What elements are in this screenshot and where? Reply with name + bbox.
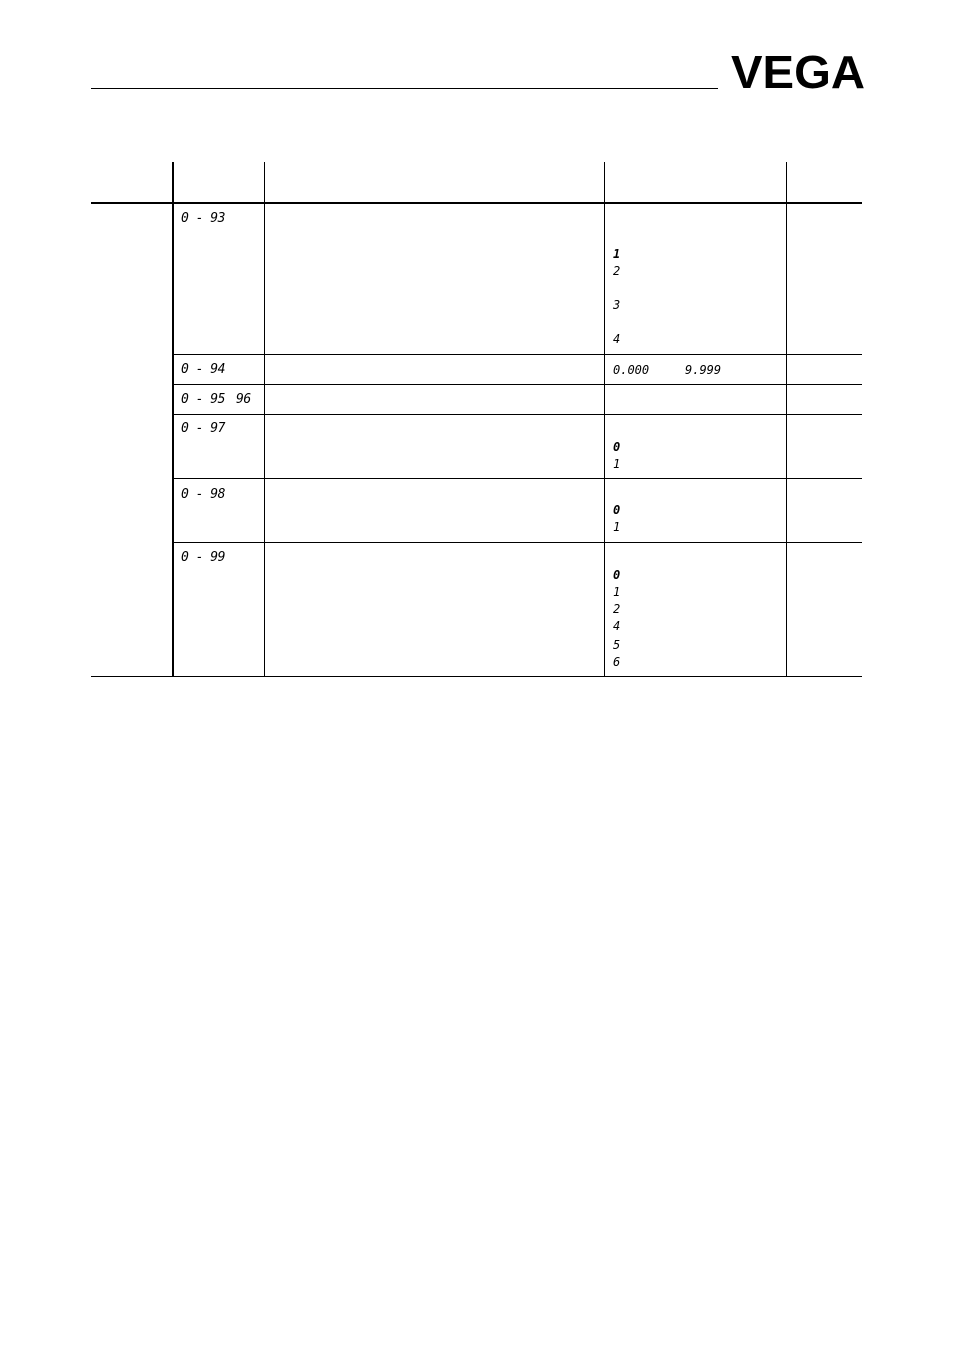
- table-row-rule: [172, 414, 862, 415]
- option-value: 2: [613, 602, 621, 616]
- parameter-code: 0 - 98: [181, 487, 225, 502]
- parameter-code: 0 - 97: [181, 421, 225, 436]
- vega-logo: [731, 52, 867, 92]
- parameter-code: 0 - 95: [181, 392, 225, 407]
- option-value: 3: [613, 298, 621, 312]
- table-col-rule: [604, 162, 605, 677]
- parameter-code: 0 - 94: [181, 362, 225, 377]
- option-value: 2: [613, 264, 621, 278]
- range-max: 9.999: [685, 363, 722, 377]
- option-value: 4: [613, 332, 621, 346]
- option-value: 1: [613, 520, 621, 534]
- option-value-default: 1: [613, 247, 621, 261]
- table-bottom-rule: [91, 676, 862, 677]
- svg-text:VEGA: VEGA: [731, 52, 865, 92]
- table-header-rule: [91, 202, 862, 204]
- option-value: 4: [613, 619, 621, 633]
- parameter-code: 0 - 93: [181, 211, 225, 226]
- range-min: 0.000: [613, 363, 650, 377]
- table-row-rule: [172, 478, 862, 479]
- header-rule: [91, 88, 718, 89]
- option-value: 1: [613, 457, 621, 471]
- option-value-default: 0: [613, 568, 621, 582]
- table-row-rule: [172, 542, 862, 543]
- option-value-default: 0: [613, 440, 621, 454]
- option-value: 1: [613, 585, 621, 599]
- table-row-rule: [172, 384, 862, 385]
- option-value: 6: [613, 655, 621, 669]
- table-row-rule: [172, 354, 862, 355]
- table-col-rule: [264, 162, 265, 677]
- parameter-code: 0 - 99: [181, 550, 225, 565]
- table-col-rule: [786, 162, 787, 677]
- parameter-code-secondary: 96: [236, 392, 251, 407]
- table-col-rule: [172, 162, 174, 677]
- option-value: 5: [613, 638, 621, 652]
- option-value-default: 0: [613, 503, 621, 517]
